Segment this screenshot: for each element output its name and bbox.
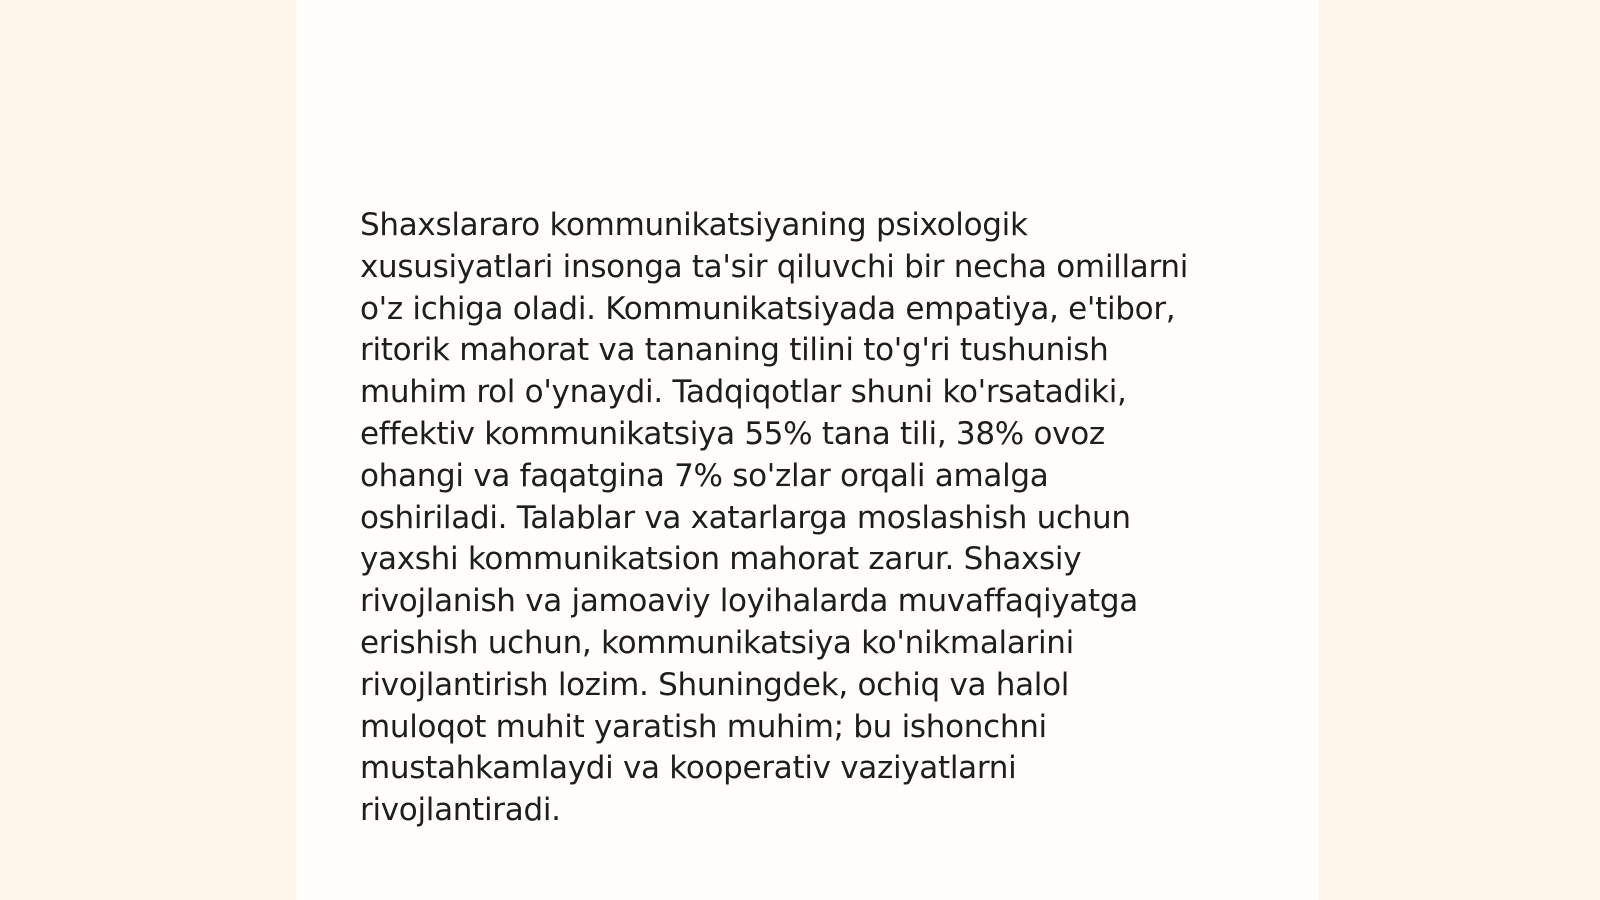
text-line: ohangi va faqatgina 7% so'zlar orqali amalga: [360, 457, 1049, 494]
text-line: muhim rol o'ynaydi. Tadqiqotlar shuni ko'rsatadiki,: [360, 374, 1127, 411]
text-line: rivojlantirish lozim. Shuningdek, ochiq va halol: [360, 666, 1070, 703]
text-line: xususiyatlari insonga ta'sir qiluvchi bir necha omillarni: [360, 248, 1189, 285]
text-line: oshiriladi. Talablar va xatarlarga moslashish uchun: [360, 499, 1131, 536]
text-line: rivojlantiradi.: [360, 792, 561, 829]
text-line: erishish uchun, kommunikatsiya ko'nikmalarini: [360, 624, 1074, 661]
text-line: rivojlanish va jamoaviy loyihalarda muvaffaqiyatga: [360, 583, 1138, 620]
text-line: o'z ichiga oladi. Kommunikatsiyada empatiya, e'tibor,: [360, 290, 1176, 327]
slide-body-text: [360, 205, 1260, 832]
text-line: yaxshi kommunikatsion mahorat zarur. Shaxsiy: [360, 541, 1082, 578]
slide: [296, 0, 1318, 900]
text-line: mustahkamlaydi va kooperativ vaziyatlarni: [360, 750, 1017, 787]
text-line: ritorik mahorat va tananing tilini to'g'ri tushunish: [360, 332, 1109, 369]
text-line: effektiv kommunikatsiya 55% tana tili, 38% ovoz: [360, 415, 1105, 452]
text-line: Shaxslararo kommunikatsiyaning psixologik: [360, 207, 1028, 243]
text-line: muloqot muhit yaratish muhim; bu ishonchni: [360, 708, 1047, 745]
